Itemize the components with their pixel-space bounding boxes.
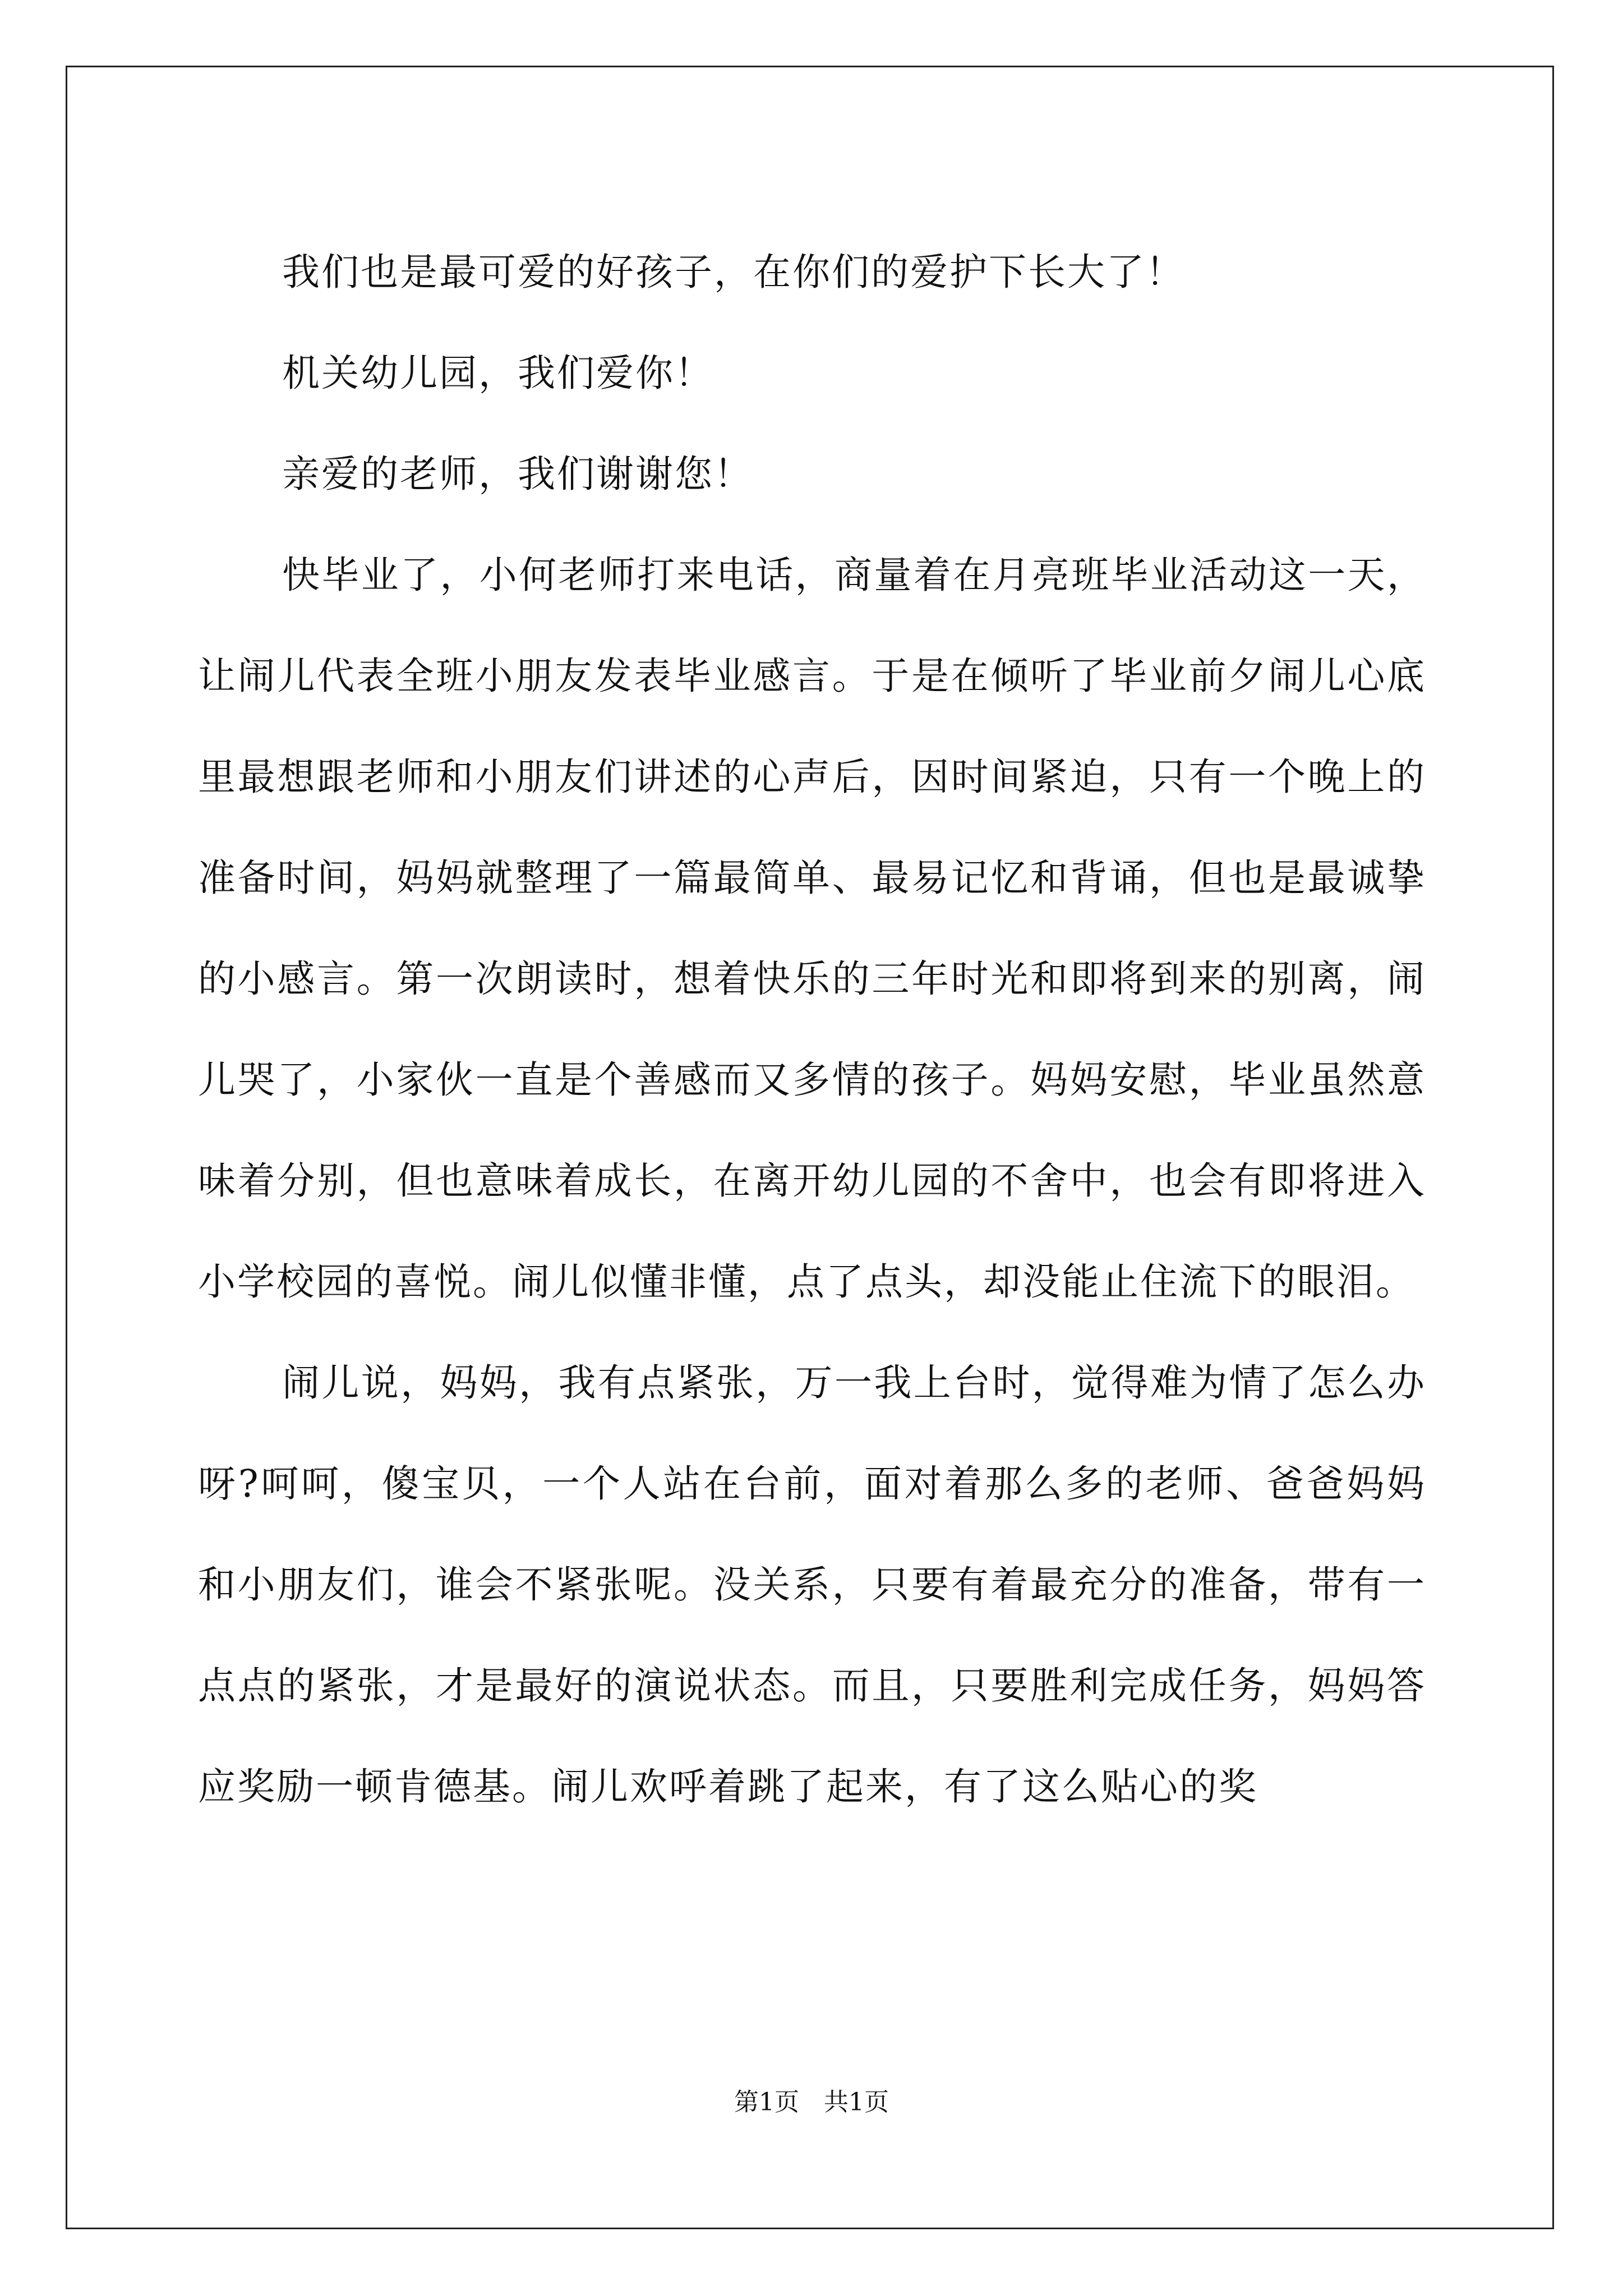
page-footer — [0, 2086, 1623, 2119]
document-body — [198, 222, 1426, 1837]
page-total: 共1页 — [824, 2088, 889, 2116]
paragraph-3: 亲爱的老师，我们谢谢您！ — [282, 452, 753, 496]
paragraph-4: 快毕业了，小何老师打来电话，商量着在月亮班毕业活动这一天，让闹儿代表全班小朋友发表毕业感言。于是在倾听了毕业前夕闹儿心底里最想跟老师和小朋友们讲述的心声后，因时间紧迫，只有一个晚上的准备时间，妈妈就整理了一篇最简单、最易记忆和背诵，但也是最诚挚的小感言。第一次朗读时，想着快乐的三年时光和即将到来的别离，闹儿哭了，小家伙一直是个善感而又多情的孩子。妈妈安慰，毕业虽然意味着分别，但也意味着成长，在离开幼儿园的不舍中，也会有即将进入小学校园的喜悦。闹儿似懂非懂，点了点头，却没能止住流下的眼泪。 — [198, 553, 1426, 1304]
paragraph-2: 机关幼儿园，我们爱你！ — [282, 351, 714, 395]
paragraph-1: 我们也是最可爱的好孩子，在你们的爱护下长大了！ — [282, 250, 1185, 294]
page-current: 第1页 — [734, 2088, 799, 2116]
paragraph-5: 闹儿说，妈妈，我有点紧张，万一我上台时，觉得难为情了怎么办呀?呵呵，傻宝贝，一个人站在台前，面对着那么多的老师、爸爸妈妈和小朋友们，谁会不紧张呢。没关系，只要有着最充分的准备，带有一点点的紧张，才是最好的演说状态。而且，只要胜利完成任务，妈妈答应奖励一顿肯德基。闹儿欢呼着跳了起来，有了这么贴心的奖 — [198, 1361, 1426, 1809]
